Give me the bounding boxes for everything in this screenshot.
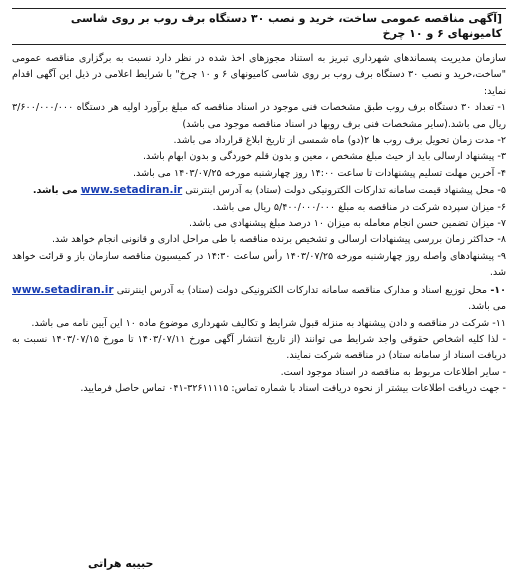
item-3: ۳- پیشنهاد ارسالی باید از حیث مبلغ مشخص ، معین و بدون قلم خوردگی و بدون ابهام باشد. (142, 151, 506, 163)
note-1: - لذا کلیه اشخاص حقوقی واجد شرایط می توانند (از تاریخ انتشار آگهی مورخ ۱۴۰۳/۰۷/۱۱ تا مورخ ۱۴۰۳/۰۷/۱۵ نسبت به دریافت اسناد از سامانه ستاد) در مناقصه شرکت نمایند. (12, 333, 506, 362)
item-4: ۴- آخرین مهلت تسلیم پیشنهادات تا ساعت ۱۴:۰۰ روز چهارشنبه مورخه ۱۴۰۳/۰۷/۲۵ می باشد. (133, 167, 506, 179)
item-10-text: محل توزیع اسناد و مدارک مناقصه سامانه تدارکات الکترونیکی دولت (ستاد) به آدرس اینترنتی (116, 284, 488, 296)
item-10 (12, 282, 506, 316)
item-11: ۱۱- شرکت در مناقصه و دادن پیشنهاد به منزله قبول شرایط و تکالیف شهرداری موضوع ماده ۱۰ این آیین نامه می باشد. (31, 317, 506, 329)
item-5-text: ۵- محل پیشنهاد قیمت سامانه تدارکات الکترونیکی دولت (ستاد) به آدرس اینترنتی (185, 185, 506, 197)
item-7: ۷- میزان تضمین حسن انجام معامله به میزان ۱۰ درصد مبلغ پیشنهادی می باشد. (189, 218, 506, 230)
intro-paragraph: سازمان مدیریت پسماندهای شهرداری تبریز به استناد مجوزهای اخذ شده در نظر دارد نسبت به برگزاری مناقصه عمومی "ساخت،خرید و نصب ۳۰ دستگاه برف روب بر روی شاسی کامیونهای ۶ و ۱۰ چرخ" با شرایط اعلامی در ذیل این آگهی اقدام نماید: (12, 53, 506, 97)
setadiran-link[interactable]: www.setadiran.ir (80, 184, 183, 197)
item-9: ۹- پیشنهادهای واصله روز چهارشنبه مورخه ۱۴۰۳/۰۷/۲۵ رأس ساعت ۱۴:۳۰ در کمیسیون مناقصه سازمان باز و قرائت خواهد شد. (12, 250, 506, 279)
setadiran-link-2[interactable]: www.setadiran.ir (12, 283, 114, 296)
item-2: ۲- مدت زمان تحویل برف روب ها ۲(دو) ماه شمسی از تاریخ ابلاغ قرارداد می باشد. (173, 135, 506, 147)
item-10-suffix: می باشد. (468, 301, 506, 313)
item-5 (12, 182, 506, 199)
note-3: - جهت دریافت اطلاعات بیشتر از نحوه دریافت اسناد با شماره تماس: ۳۲۶۱۱۱۱۵-۰۴۱ تماس حاصل فرمایید. (80, 383, 506, 395)
ad-body (12, 51, 506, 398)
ad-title: [آگهی مناقصه عمومی ساخت، خرید و نصب ۳۰ دستگاه برف روب بر روی شاسی کامیونهای ۶ و ۱۰ چرخ (12, 8, 506, 45)
item-10-number: ۱۰- (490, 284, 507, 296)
item-5-suffix: می باشد. (32, 185, 78, 197)
item-1: ۱- تعداد ۳۰ دستگاه برف روب طبق مشخصات فنی موجود در اسناد مناقصه که مبلغ برآورد اولیه هر دستگاه ۳/۶۰۰/۰۰۰/۰۰۰ ریال می باشد.(سایر مشخصات فنی برف روبها در اسناد مناقصه موجود می باشد) (12, 102, 506, 130)
note-2: - سایر اطلاعات مربوط به مناقصه در اسناد موجود است. (280, 366, 506, 378)
item-8: ۸- حداکثر زمان بررسی پیشنهادات ارسالی و تشخیص برنده مناقصه با طی مراحل اداری و قانونی انجام خواهد شد. (51, 234, 506, 246)
signature-name: حبیبه هراتی (88, 557, 154, 570)
item-6: ۶- میزان سپرده شرکت در مناقصه به مبلغ ۵/۴۰۰/۰۰۰/۰۰۰ ریال می باشد. (212, 201, 506, 213)
